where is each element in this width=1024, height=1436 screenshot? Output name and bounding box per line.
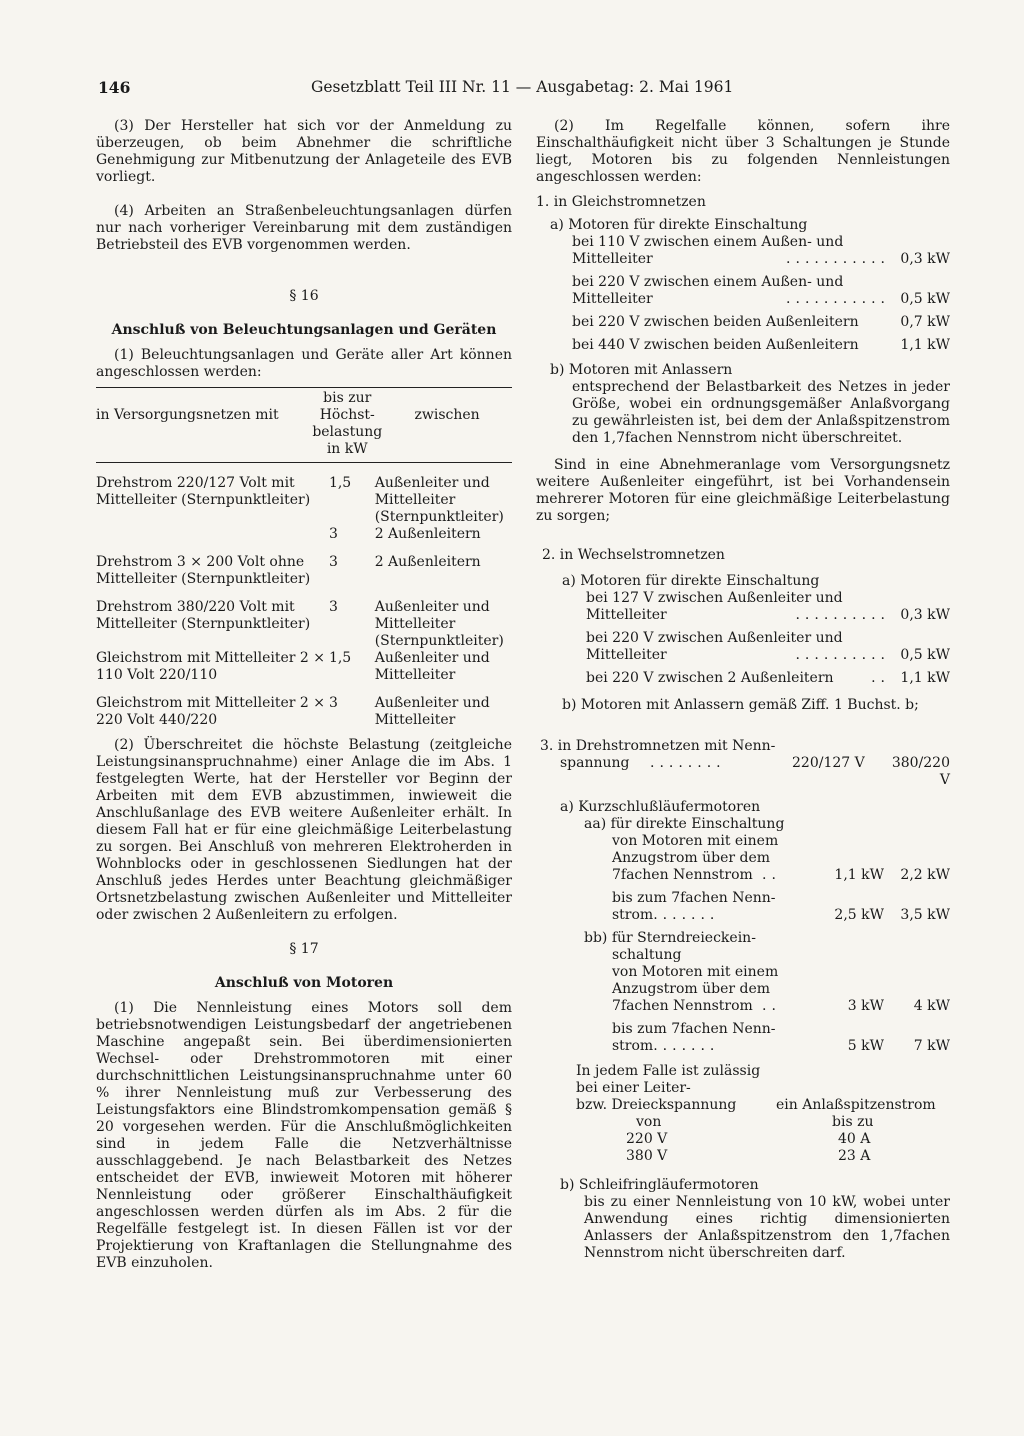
table-cell: Außenleiter und Mittelleiter [374, 695, 490, 728]
value: 2,5 kW [834, 907, 884, 923]
table-header [96, 390, 512, 458]
table-cell: 1,5 [328, 650, 352, 666]
list-item: bb) für Sterndreieckein- [584, 930, 756, 946]
table-cell: Drehstrom 380/220 Volt mit Mittelleiter (Sternpunktleiter) [96, 599, 311, 632]
list-item: bei 220 V zwischen Außenleiter und [586, 630, 843, 646]
table-row [96, 695, 512, 737]
list-item: bei 220 V zwischen 2 Außenleitern [586, 670, 834, 686]
connection-table-body [96, 475, 512, 737]
value: 0,5 kW [900, 647, 950, 663]
table-header-cell: zwischen [414, 407, 480, 423]
table-cell: Drehstrom 220/127 Volt mit Mittelleiter (Sternpunktleiter) [96, 475, 311, 508]
paragraph: (2) Im Regelfalle können, sofern ihre Einschalthäufigkeit nicht über 3 Schaltungen je Stunde liegt, Motoren bis zu folgenden Nennleistungen angeschlossen werden: [536, 118, 950, 185]
section-title: Anschluß von Beleuchtungsanlagen und Geräten [111, 322, 497, 338]
list-item: 7fachen Nennstrom [612, 867, 753, 883]
list-item: bei 440 V zwischen beiden Außenleitern [572, 337, 859, 353]
list-item: von Motoren mit einem [612, 964, 779, 980]
table-row [96, 650, 512, 695]
list-item: bis zu [832, 1114, 874, 1130]
list-item: Mittelleiter [572, 291, 653, 307]
value: 0,5 kW [900, 291, 950, 307]
paragraph: entsprechend der Belastbarkeit des Netzes in jeder Größe, wobei ein ordnungsgemäßer Anlaßvorgang zu gewährleisten ist, bei dem der Anlaßspitzenstrom den 1,7fachen Nennstrom nicht überschreitet. [572, 379, 950, 446]
table-cell: 3 [328, 599, 338, 615]
list-item: von [636, 1114, 662, 1130]
value: 1,1 kW [900, 337, 950, 353]
value: 7 kW [913, 1038, 950, 1054]
paragraph: bis zu einer Nennleistung von 10 kW, wobei unter Anwendung eines richtig dimensionierten Anlassers der Anlaßspitzenstrom den 1,7fachen Nennstrom nicht überschreiten darf. [584, 1194, 950, 1261]
paragraph: (3) Der Hersteller hat sich vor der Anmeldung zu überzeugen, ob beim Abnehmer die schriftliche Genehmigung zur Mitbenutzung der Anlageteile des EVB vorliegt. [96, 118, 512, 185]
table-row [96, 554, 512, 599]
list-item: 1. in Gleichstromnetzen [536, 194, 706, 210]
list-item: a) Motoren für direkte Einschaltung [550, 217, 808, 233]
list-item: Mittelleiter [586, 647, 667, 663]
table-cell: 23 A [838, 1148, 871, 1164]
list-item: b) Schleifringläufermotoren [560, 1177, 759, 1193]
list-item: a) Kurzschlußläufermotoren [560, 799, 761, 815]
paragraph: (2) Überschreitet die höchste Belastung (zeitgleiche Leistungsinanspruchnahme) einer Anlage die im Abs. 1 festgelegten Werte, hat der Hersteller vor Beginn der Arbeiten mit dem EVB abzustimmen, inwieweit die Anschlußanlage des EVB weitere Außenleiter erhält. In diesem Fall hat er für eine gleichmäßige Leiterbelastung zu sorgen. Bei Anschluß von mehreren Elektroherden in Wohnblocks oder in geschlossenen Siedlungen hat der Anschluß jedes Herdes unter Beachtung gleichmäßiger Ortsnetzbelastung zwischen Außenleiter und Mittelleiter oder zwischen 2 Außenleitern zu erfolgen. [96, 737, 512, 923]
table-row [96, 599, 512, 650]
table-header-cell: in Versorgungsnetzen mit [96, 407, 279, 423]
list-item: Mittelleiter [586, 607, 667, 623]
table-cell: Gleichstrom mit Mittelleiter 2 × 110 Volt 220/110 [96, 650, 325, 683]
page-header [98, 78, 758, 102]
table-cell: 2 Außenleitern [374, 526, 481, 542]
list-item: bis zum 7fachen Nenn- [612, 1021, 776, 1037]
list-item: strom [612, 1038, 654, 1054]
value: 1,1 kW [900, 670, 950, 686]
list-item: aa) für direkte Einschaltung [584, 816, 785, 832]
table-cell: 2 Außenleitern [374, 554, 481, 570]
table-cell: 220 V [626, 1131, 668, 1147]
list-item: strom [612, 907, 654, 923]
list-item: Anzugstrom über dem [612, 981, 771, 997]
paragraph: (1) Beleuchtungsanlagen und Geräte aller Art können angeschlossen werden: [96, 347, 512, 380]
section-title: Anschluß von Motoren [214, 975, 394, 991]
table-cell [96, 526, 329, 554]
list-item: 3. in Drehstromnetzen mit Nenn- [540, 738, 776, 754]
connection-table [96, 390, 512, 458]
list-item: schaltung [612, 947, 682, 963]
table-row [96, 526, 512, 554]
table-header-cell: bis zur Höchst-belastung in kW [312, 390, 383, 457]
value: 1,1 kW [834, 867, 884, 883]
value: 380/220 V [891, 755, 950, 788]
table-row [96, 475, 512, 526]
list-item: bei einer Leiter- [576, 1080, 691, 1096]
list-item: bei 220 V zwischen einem Außen- und [572, 274, 844, 290]
paragraph: (1) Die Nennleistung eines Motors soll dem betriebsnotwendigen Leistungsbedarf der angetriebenen Maschine angepaßt sein. Bei überdimensionierten Wechsel- oder Drehstrommotoren mit einer durchschnittlichen Leistungsinanspruchnahme unter 60 % ihrer Nennleistung muß zur Verbesserung des Leistungsfaktors eine Blindstromkompensation gemäß § 20 vorgesehen werden. Für die Anschlußmöglichkeiten sind in jedem Falle die Netzverhältnisse ausschlaggebend. Je nach Belastbarkeit des Netzes entscheidet der EVB, inwieweit Motoren mit höherer Nennleistung oder größerer Einschalthäufigkeit angeschlossen werden dürfen als im Abs. 2 für die Regelfälle festgelegt ist. In diesen Fällen ist vor der Projektierung von Kraftanlagen die Stellungnahme des EVB einzuholen. [96, 1000, 512, 1271]
table-cell: 1,5 [328, 475, 352, 491]
value: 0,3 kW [900, 607, 950, 623]
list-item: b) Motoren mit Anlassern gemäß Ziff. 1 Buchst. b; [562, 697, 919, 713]
list-item: spannung [560, 755, 630, 771]
list-item: 2. in Wechselstromnetzen [542, 547, 725, 563]
table-cell: 3 [328, 554, 338, 570]
list-item: Anzugstrom über dem [612, 850, 771, 866]
section-number: § 16 [289, 288, 319, 304]
paragraph: (4) Arbeiten an Straßenbeleuchtungsanlagen dürfen nur nach vorheriger Vereinbarung mit dem zuständigen Betriebsteil des EVB vorgenommen werden. [96, 203, 512, 253]
value: 5 kW [847, 1038, 884, 1054]
table-cell: 3 [328, 695, 338, 711]
value: 0,3 kW [900, 251, 950, 267]
list-item: 7fachen Nennstrom [612, 998, 753, 1014]
table-cell: 3 [328, 526, 338, 542]
list-item: bzw. Dreieckspannung [576, 1097, 737, 1113]
list-item: In jedem Falle ist zulässig [576, 1063, 761, 1079]
list-item: bei 127 V zwischen Außenleiter und [586, 590, 843, 606]
left-column [96, 118, 512, 1272]
table-cell: Drehstrom 3 × 200 Volt ohne Mittelleiter (Sternpunktleiter) [96, 554, 311, 587]
table-cell: Außenleiter und Mittelleiter (Sternpunktleiter) [374, 599, 504, 649]
paragraph: Sind in eine Abnehmeranlage vom Versorgungsnetz weitere Außenleiter eingeführt, ist bei Vorhandensein mehrerer Motoren für eine gleichmäßige Leiterbelastung zu sorgen; [536, 457, 950, 524]
value: 2,2 kW [900, 867, 950, 883]
list-item: bei 110 V zwischen einem Außen- und [572, 234, 844, 250]
list-item: b) Motoren mit Anlassern [550, 362, 733, 378]
table-cell: 380 V [626, 1148, 668, 1164]
table-cell: Außenleiter und Mittelleiter [374, 650, 490, 683]
page-number: 146 [98, 78, 131, 97]
list-item: ein Anlaßspitzenstrom [776, 1097, 936, 1113]
right-column: (2) Im Regelfalle können, sofern ihre Einschalthäufigkeit nicht über 3 Schaltungen je Stunde liegt, Motoren bis zu folgenden Nennleistungen angeschlossen werden: 1. in Gleichstromnetzen a) Motoren für direkte Einschaltung bei 110 V zwischen einem Außen- und Mittelleiter ........... 0,3 kW bei 220 V zwischen einem Außen- und Mittelleiter ........... 0,5 kW bei 220 V zwischen beiden Außenleitern 0,7 kW bei 440 V zwischen beiden Außenleitern 1,1 kW b) Motoren mit Anlassern entsprechend der Belastbarkeit des Netzes in jeder Größe, wobei ein ordnungsgemäßer Anlaßvorgang zu gewährleisten ist, bei dem der Anlaßspitzenstrom den 1,7fachen Nennstrom nicht überschreitet. Sind in eine Abnehmeranlage vom Versorgungsnetz weitere Außenleiter eingeführt, ist bei Vorhandensein mehrerer Motoren für eine gleichmäßige Leiterbelastung zu sorgen; 2. in Wechselstromnetzen a) Motoren für direkte Einschaltung bei 127 V zwischen Außenleiter und Mittelleiter .......... 0,3 kW bei 220 V zwischen Außenleiter und Mittelleiter .......... 0,5 kW bei 220 V zwischen 2 Außenleitern .. 1,1 kW b) Motoren mit Anlassern gemäß Ziff. 1 Buchst. b; 3. in Drehstromnetzen mit Nenn- spannung ........ 220/127 V 380/220 V a) Kurzschlußläufermotoren aa) für direkte Einschaltung von Motoren mit einem Anzugstrom über dem 7fachen Nennstrom .. 1,1 kW 2,2 kW bis zum 7fachen Nenn- strom ....... 2,5 kW 3,5 kW bb) für Sterndreieckein- schaltung von Motoren mit einem Anzugstrom über dem 7fachen Nennstrom .. 3 kW 4 kW bis zum 7fachen Nenn- strom ....... 5 kW 7 kW In jedem Falle ist zulässig bei einer Leiter- bzw. Dreieckspannung ein Anlaßspitzenstrom von bis zu 220 V 40 A 380 V 23 A b) Schleifringläufermotoren bis zu einer Nennleistung von 10 kW, wobei unter Anwendung eines richtig dimensionierten Anlassers der Anlaßspitzenstrom den 1,7fachen Nennstrom nicht überschreiten darf. [536, 118, 950, 1261]
table-cell: Gleichstrom mit Mittelleiter 2 × 220 Volt 440/220 [96, 695, 325, 728]
value: 3,5 kW [900, 907, 950, 923]
list-item: von Motoren mit einem [612, 833, 779, 849]
value: 220/127 V [792, 755, 865, 771]
section-number: § 17 [289, 941, 319, 957]
list-item: bei 220 V zwischen beiden Außenleitern [572, 314, 859, 330]
value: 4 kW [913, 998, 950, 1014]
table-cell: Außenleiter und Mittelleiter (Sternpunktleiter) [374, 475, 504, 525]
header-title: Gesetzblatt Teil III Nr. 11 — Ausgabetag: 2. Mai 1961 [311, 78, 734, 96]
list-item: Mittelleiter [572, 251, 653, 267]
list-item: a) Motoren für direkte Einschaltung [562, 573, 820, 589]
value: 0,7 kW [900, 314, 950, 330]
table-cell: 40 A [838, 1131, 871, 1147]
value: 3 kW [847, 998, 884, 1014]
list-item: bis zum 7fachen Nenn- [612, 890, 776, 906]
